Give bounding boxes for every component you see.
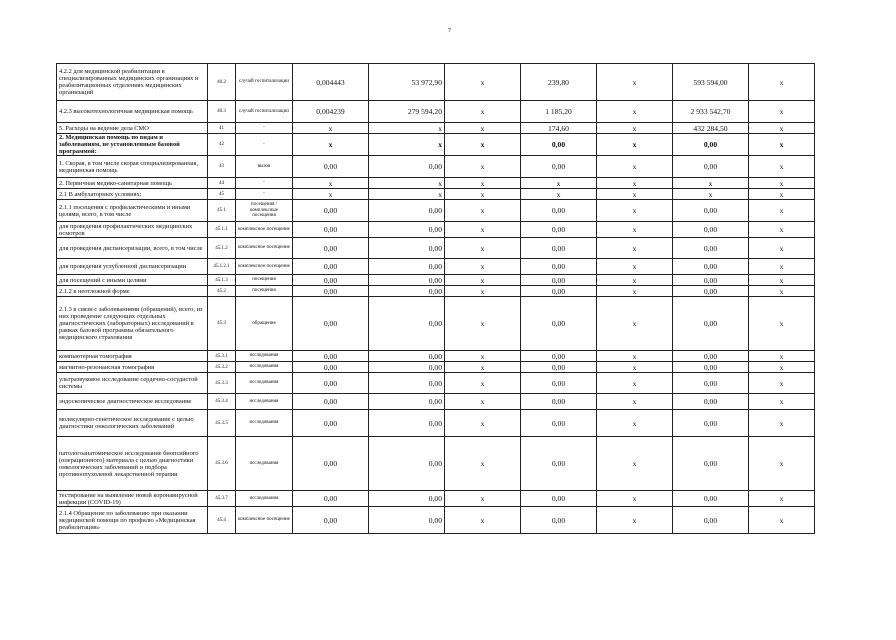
cell-value: x (521, 189, 597, 200)
cell-value: 0,00 (293, 410, 369, 437)
row-code: 44 (208, 178, 236, 189)
cell-value: x (597, 275, 673, 286)
cell-value: 0,00 (673, 222, 749, 238)
cell-value: 0,00 (673, 238, 749, 259)
cell-value: 0,00 (521, 394, 597, 410)
row-code: 45.1.3 (208, 275, 236, 286)
cell-value: x (445, 275, 521, 286)
row-name: патологоанатомическое исследование биопсийного (операционного) материала с целью диагностики онкологических заболеваний и подбора противоопухолевой лекарственной терапии (57, 437, 208, 491)
cell-value: 0,00 (521, 362, 597, 373)
cell-value: 0,00 (521, 200, 597, 222)
cell-value: x (445, 351, 521, 362)
cell-value: x (749, 410, 815, 437)
cell-value: 0,00 (673, 507, 749, 534)
row-code: 45.1 (208, 200, 236, 222)
table-row (57, 351, 815, 362)
table-row (57, 410, 815, 437)
cell-value: x (445, 200, 521, 222)
table-row (57, 362, 815, 373)
cell-value: x (749, 362, 815, 373)
table-row (57, 286, 815, 297)
row-unit: исследования (236, 373, 293, 394)
cell-value: 0,00 (521, 373, 597, 394)
row-name: 4.2.3 высокотехнологичная медицинская помощь (57, 101, 208, 123)
cell-value: x (749, 101, 815, 123)
row-unit: комплексное посещение (236, 238, 293, 259)
row-code: 45.1.2.1 (208, 259, 236, 275)
cell-value: 432 284,50 (673, 123, 749, 134)
cell-value: 0,00 (369, 156, 445, 178)
cell-value: 0,00 (521, 507, 597, 534)
cell-value: x (445, 178, 521, 189)
cell-value: 0,00 (369, 394, 445, 410)
cell-value: 0,00 (369, 507, 445, 534)
cell-value: x (597, 101, 673, 123)
row-name: магнитно-резонансная томография (57, 362, 208, 373)
cell-value: 0,00 (369, 297, 445, 351)
row-code: 45.3.3 (208, 373, 236, 394)
row-name: молекулярно-генетическое исследование с целью диагностики онкологических заболеваний (57, 410, 208, 437)
cell-value: x (597, 437, 673, 491)
cell-value: 0,00 (673, 134, 749, 156)
row-code: 45.4 (208, 507, 236, 534)
cell-value: x (445, 123, 521, 134)
row-code: 43 (208, 156, 236, 178)
cell-value: 53 972,90 (369, 64, 445, 101)
cell-value: 0,00 (369, 275, 445, 286)
row-unit: обращение (236, 297, 293, 351)
table-row (57, 373, 815, 394)
cell-value: 0,00 (673, 362, 749, 373)
cell-value: 0,00 (369, 410, 445, 437)
cell-value: 0,00 (521, 297, 597, 351)
cell-value: x (597, 410, 673, 437)
row-code: 45.1.1 (208, 222, 236, 238)
row-code: 45.3.1 (208, 351, 236, 362)
cell-value: x (445, 362, 521, 373)
table-row (57, 64, 815, 101)
cell-value: x (597, 491, 673, 507)
row-name: для проведения углубленной диспансеризации (57, 259, 208, 275)
cell-value: 0,00 (673, 286, 749, 297)
cell-value: x (749, 507, 815, 534)
row-code: 45.2 (208, 286, 236, 297)
cell-value: 0,00 (369, 351, 445, 362)
cell-value: x (369, 123, 445, 134)
cell-value: 0,00 (293, 362, 369, 373)
cell-value: x (749, 64, 815, 101)
row-name: для проведения диспансеризации, всего, в том числе (57, 238, 208, 259)
row-code: 42 (208, 134, 236, 156)
row-unit: случай госпитализации (236, 64, 293, 101)
table-row (57, 178, 815, 189)
row-name: тестирование на выявление новой коронавирусной инфекции (COVID-19) (57, 491, 208, 507)
cell-value: x (749, 491, 815, 507)
cell-value: 0,00 (521, 222, 597, 238)
cell-value: 0,00 (673, 275, 749, 286)
row-unit: комплексное посещение (236, 259, 293, 275)
cell-value: x (293, 189, 369, 200)
cell-value: 0,00 (369, 362, 445, 373)
cell-value: x (369, 189, 445, 200)
cell-value: x (749, 156, 815, 178)
row-name: ультразвуковое исследование сердечно-сосудистой системы (57, 373, 208, 394)
row-unit: исследования (236, 437, 293, 491)
cell-value: 0,00 (521, 156, 597, 178)
cell-value: 0,00 (673, 156, 749, 178)
table-row (57, 222, 815, 238)
cell-value: x (749, 123, 815, 134)
cell-value: x (445, 189, 521, 200)
row-code: 41 (208, 123, 236, 134)
cell-value: x (673, 178, 749, 189)
row-unit: исследования (236, 362, 293, 373)
cell-value: 0,00 (521, 491, 597, 507)
cell-value: 0,00 (293, 297, 369, 351)
cell-value: x (521, 178, 597, 189)
cell-value: x (749, 351, 815, 362)
cell-value: 0,00 (369, 222, 445, 238)
cell-value: x (597, 286, 673, 297)
cell-value: x (749, 297, 815, 351)
row-unit: исследования (236, 410, 293, 437)
row-name: 4.2.2 для медицинской реабилитации в специализированных медицинских организациях и реабилитационных отделениях медицинских организаций (57, 64, 208, 101)
cell-value: x (445, 259, 521, 275)
row-name: компьютерная томография (57, 351, 208, 362)
cell-value: 0,00 (293, 286, 369, 297)
cell-value: x (597, 178, 673, 189)
cell-value: 1 185,20 (521, 101, 597, 123)
cell-value: x (597, 259, 673, 275)
cell-value: 0,00 (521, 286, 597, 297)
cell-value: x (749, 286, 815, 297)
table-row (57, 394, 815, 410)
cell-value: 0,004443 (293, 64, 369, 101)
cell-value: x (445, 101, 521, 123)
table-row (57, 275, 815, 286)
table-row (57, 491, 815, 507)
cell-value: x (749, 189, 815, 200)
row-name: 2.1 В амбулаторных условиях: (57, 189, 208, 200)
cell-value: 593 594,00 (673, 64, 749, 101)
cell-value: x (369, 178, 445, 189)
cell-value: 0,00 (521, 134, 597, 156)
cell-value: x (597, 394, 673, 410)
row-unit: посещения (236, 275, 293, 286)
cell-value: 0,00 (673, 297, 749, 351)
cell-value: x (597, 362, 673, 373)
cell-value: 0,00 (369, 286, 445, 297)
cell-value: x (445, 394, 521, 410)
cell-value: 0,00 (521, 351, 597, 362)
cell-value: x (445, 410, 521, 437)
cell-value: 174,60 (521, 123, 597, 134)
cell-value: x (445, 507, 521, 534)
cell-value: 0,00 (293, 394, 369, 410)
row-unit: комплексное посещение (236, 222, 293, 238)
row-unit: исследования (236, 491, 293, 507)
row-code: 45.3 (208, 297, 236, 351)
cell-value: x (445, 238, 521, 259)
cell-value: x (597, 123, 673, 134)
row-unit: случай госпитализации (236, 101, 293, 123)
cell-value: 279 594,20 (369, 101, 445, 123)
cell-value: x (445, 437, 521, 491)
cell-value: x (597, 189, 673, 200)
row-name: 2. Первичная медико-санитарная помощь (57, 178, 208, 189)
table-row (57, 101, 815, 123)
cell-value: x (597, 507, 673, 534)
row-code: 45.3.2 (208, 362, 236, 373)
cell-value: 0,00 (369, 373, 445, 394)
cell-value: x (673, 189, 749, 200)
row-name: 2. Медицинская помощь по видам и заболеваниям, не установленным базовой программой: (57, 134, 208, 156)
cell-value: 0,00 (369, 238, 445, 259)
cell-value: 0,00 (673, 410, 749, 437)
cell-value: 0,00 (293, 238, 369, 259)
cell-value: 0,00 (293, 507, 369, 534)
cell-value: 0,004239 (293, 101, 369, 123)
cell-value: x (293, 123, 369, 134)
row-code: 45 (208, 189, 236, 200)
cell-value: x (445, 297, 521, 351)
row-name: 2.1.1 посещения с профилактическими и иными целями, всего, в том числе (57, 200, 208, 222)
cell-value: x (369, 134, 445, 156)
table-row (57, 259, 815, 275)
cell-value: 0,00 (293, 275, 369, 286)
cell-value: 0,00 (673, 373, 749, 394)
cell-value: x (597, 351, 673, 362)
row-code: 40.2 (208, 64, 236, 101)
row-unit: исследования (236, 394, 293, 410)
cell-value: 0,00 (293, 373, 369, 394)
row-name: эндоскопическое диагностическое исследование (57, 394, 208, 410)
cell-value: 0,00 (293, 351, 369, 362)
table-row (57, 156, 815, 178)
cell-value: x (597, 373, 673, 394)
cell-value: x (749, 178, 815, 189)
cell-value: x (749, 222, 815, 238)
cell-value: 0,00 (293, 259, 369, 275)
row-name: для посещений с иными целями (57, 275, 208, 286)
cell-value: 0,00 (521, 410, 597, 437)
row-name: 5. Расходы на ведение дела СМО (57, 123, 208, 134)
cell-value: x (749, 275, 815, 286)
cell-value: 0,00 (293, 437, 369, 491)
cell-value: 0,00 (673, 200, 749, 222)
cell-value: x (293, 178, 369, 189)
cell-value: x (597, 297, 673, 351)
cell-value: x (293, 134, 369, 156)
row-code: 45.3.7 (208, 491, 236, 507)
cell-value: 0,00 (521, 238, 597, 259)
row-unit: исследования (236, 351, 293, 362)
cell-value: x (445, 491, 521, 507)
table-row (57, 200, 815, 222)
cell-value: 0,00 (293, 200, 369, 222)
cell-value: 0,00 (521, 437, 597, 491)
cell-value: 0,00 (369, 491, 445, 507)
row-unit: - (236, 134, 293, 156)
cell-value: 0,00 (673, 437, 749, 491)
row-name: 2.1.2 в неотложной форме (57, 286, 208, 297)
row-name: 2.1.4 Обращение по заболеванию при оказании медицинской помощи по профилю «Медицинская реабилитация» (57, 507, 208, 534)
cell-value: 0,00 (369, 200, 445, 222)
row-unit: комплексное посещение (236, 507, 293, 534)
financing-table (56, 63, 815, 534)
cell-value: 0,00 (293, 156, 369, 178)
table-row (57, 238, 815, 259)
cell-value: x (597, 238, 673, 259)
cell-value: x (749, 200, 815, 222)
page-number: 7 (448, 28, 451, 34)
cell-value: x (597, 200, 673, 222)
cell-value: x (597, 156, 673, 178)
cell-value: x (749, 437, 815, 491)
cell-value: 239,80 (521, 64, 597, 101)
table-row (57, 134, 815, 156)
cell-value: x (597, 64, 673, 101)
row-name: 2.1.3 в связи с заболеваниями (обращений), всего, из них проведение следующих отдельных диагностических (лабораторных) исследований в рамках базовой программы обязательного медицинского страхования (57, 297, 208, 351)
cell-value: 2 933 542,70 (673, 101, 749, 123)
table-row (57, 437, 815, 491)
cell-value: x (749, 259, 815, 275)
cell-value: 0,00 (521, 275, 597, 286)
cell-value: 0,00 (293, 491, 369, 507)
row-name: 1. Скорая, в том числе скорая специализированная, медицинская помощь (57, 156, 208, 178)
row-unit: - (236, 123, 293, 134)
table-row (57, 189, 815, 200)
row-code: 45.3.5 (208, 410, 236, 437)
row-unit: посещения / комплексные посещения (236, 200, 293, 222)
cell-value: x (445, 156, 521, 178)
row-unit: - (236, 178, 293, 189)
row-unit: вызов (236, 156, 293, 178)
cell-value: x (597, 222, 673, 238)
cell-value: 0,00 (673, 394, 749, 410)
cell-value: 0,00 (673, 351, 749, 362)
row-unit: посещения (236, 286, 293, 297)
row-code: 45.1.2 (208, 238, 236, 259)
cell-value: x (445, 64, 521, 101)
table-row (57, 507, 815, 534)
cell-value: x (749, 238, 815, 259)
cell-value: x (749, 394, 815, 410)
cell-value: 0,00 (673, 259, 749, 275)
row-code: 45.3.6 (208, 437, 236, 491)
row-name: для проведения профилактических медицинских осмотров (57, 222, 208, 238)
table-row (57, 123, 815, 134)
cell-value: 0,00 (673, 491, 749, 507)
cell-value: x (749, 373, 815, 394)
cell-value: 0,00 (293, 222, 369, 238)
cell-value: x (445, 373, 521, 394)
cell-value: 0,00 (521, 259, 597, 275)
row-code: 45.3.4 (208, 394, 236, 410)
table-row (57, 297, 815, 351)
cell-value: x (597, 134, 673, 156)
cell-value: x (445, 222, 521, 238)
cell-value: 0,00 (369, 259, 445, 275)
row-unit: - (236, 189, 293, 200)
cell-value: x (445, 286, 521, 297)
cell-value: x (749, 134, 815, 156)
cell-value: 0,00 (369, 437, 445, 491)
row-code: 40.3 (208, 101, 236, 123)
cell-value: x (445, 134, 521, 156)
